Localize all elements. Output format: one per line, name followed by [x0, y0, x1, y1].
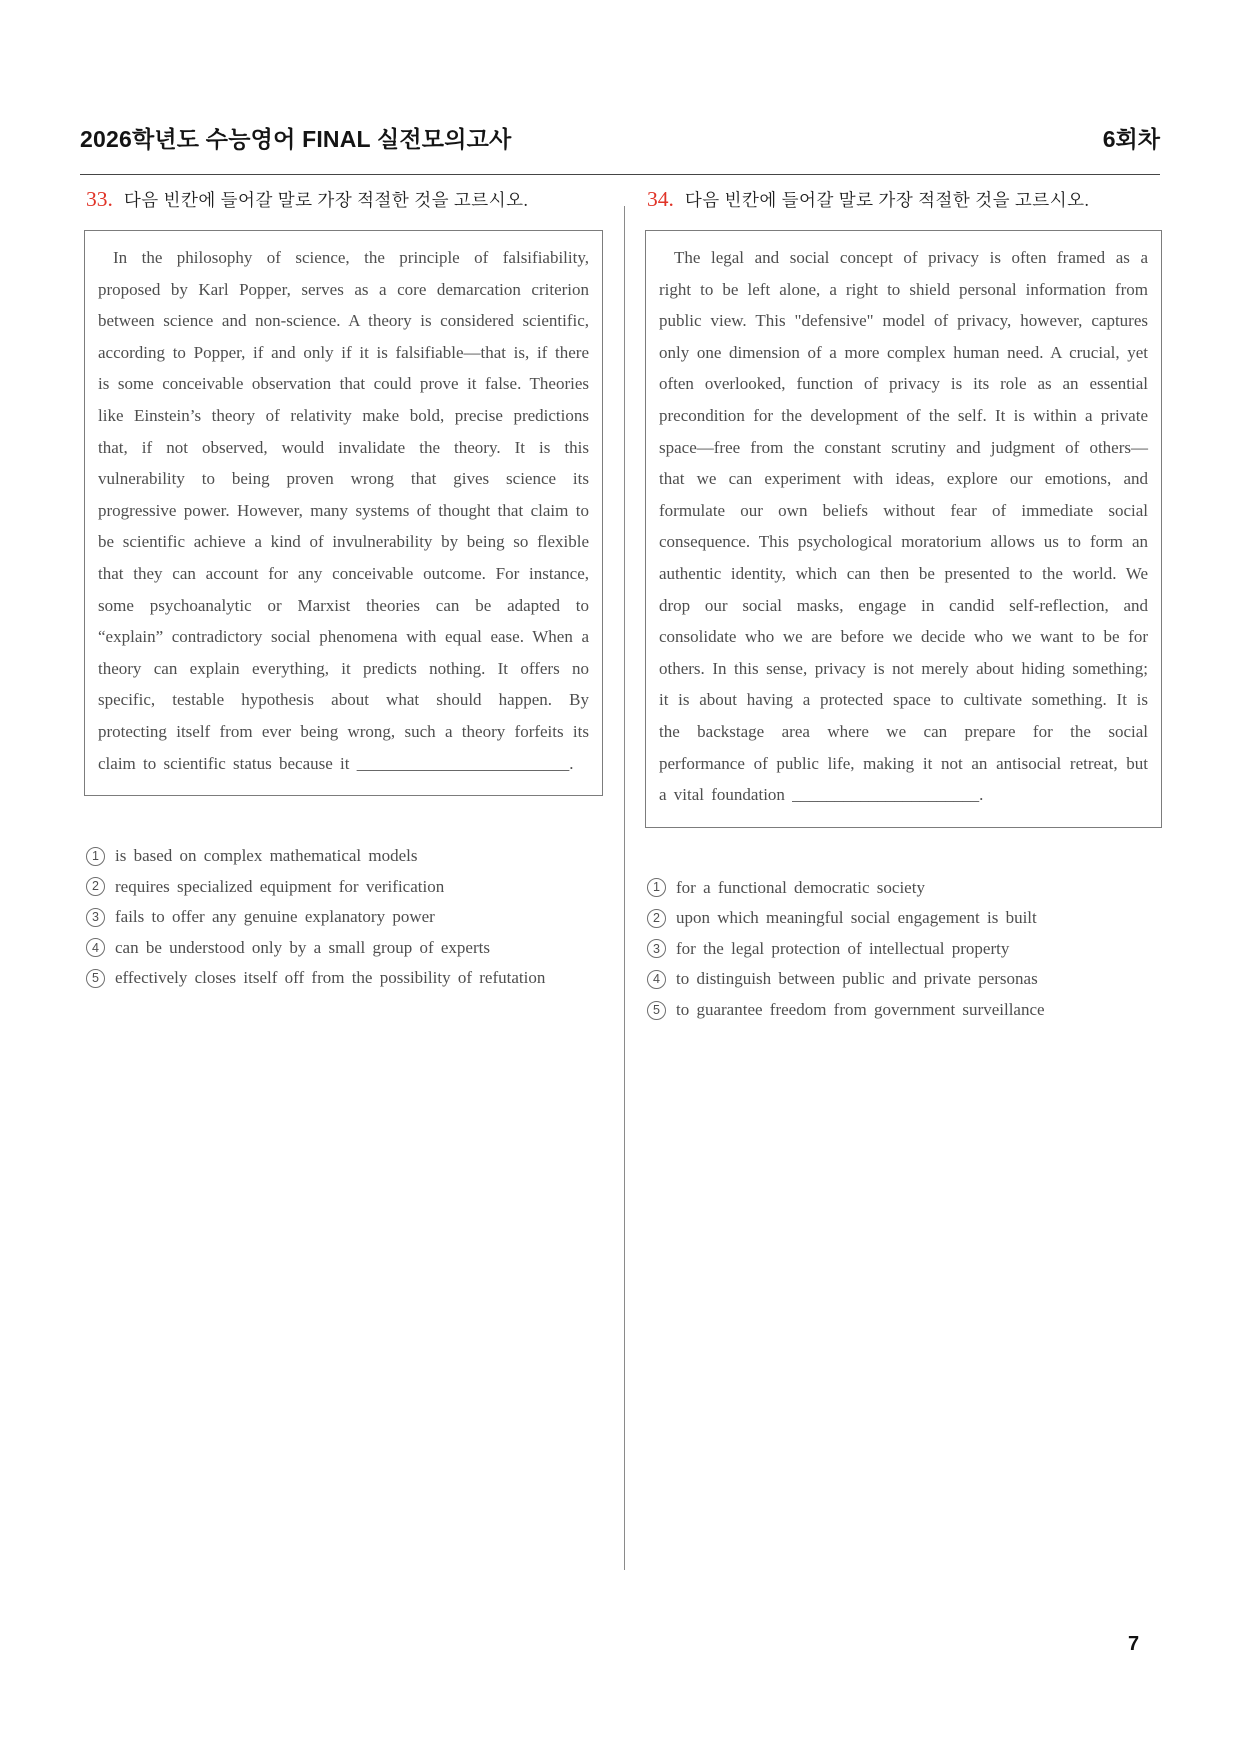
- circled-number-icon: 2: [86, 877, 105, 896]
- option-34-5: [647, 995, 1162, 1026]
- options-list-33: [84, 841, 603, 994]
- page-number: 7: [1128, 1633, 1140, 1655]
- option-text: requires specialized equipment for verification: [115, 876, 445, 896]
- exam-title: 2026학년도 수능영어 FINAL 실전모의고사: [80, 126, 512, 152]
- options-list-34: [645, 873, 1162, 1026]
- passage-34-text: The legal and social concept of privacy is often framed as a right to be left alone, a right to shield personal information from public view. This "defensive" model of privacy, however, captures only one dimension of a more complex human need. A crucial, yet often overlooked, function of privacy is its role as an essential precondition for the development of the self. It is within a private space—free from the constant scrutiny and judgment of others—that we can experiment with ideas, explore our emotions, and formulate our own beliefs without fear of immediate social consequence. This psychological moratorium allows us to form an authentic identity, which can then be presented to the world. We drop our social masks, engage in candid self-reflection, and consolidate who we are before we decide who we want to be for others. In this sense, privacy is not merely about hiding something; it is about having a protected space to cultivate something. It is the backstage area where we can prepare for the social performance of public life, making it not an antisocial retreat, but a vital foundation: [659, 248, 1148, 805]
- option-text: is based on complex mathematical models: [115, 846, 418, 866]
- question-34-column: [645, 187, 1162, 1026]
- option-34-4: [647, 964, 1162, 995]
- exam-round-badge: 6회차: [1102, 126, 1160, 152]
- circled-number-icon: 1: [86, 847, 105, 866]
- option-34-2: [647, 903, 1162, 934]
- circled-number-icon: 5: [647, 1001, 666, 1020]
- option-text: to guarantee freedom from government surveillance: [676, 1000, 1045, 1020]
- option-text: effectively closes itself off from the possibility of refutation: [115, 968, 546, 988]
- circled-number-icon: 1: [647, 878, 666, 897]
- column-divider: [624, 206, 625, 1570]
- header-divider: [80, 174, 1160, 175]
- option-text: upon which meaningful social engagement is built: [676, 908, 1037, 928]
- circled-number-icon: 5: [86, 969, 105, 988]
- option-text: for a functional democratic society: [676, 877, 925, 897]
- answer-blank-33: _________________________: [356, 753, 570, 773]
- question-34-number: 34.: [647, 187, 674, 211]
- option-33-1: [86, 841, 603, 872]
- passage-box-33: [84, 230, 603, 796]
- answer-blank-34: ______________________: [792, 785, 980, 805]
- question-34-header: [647, 187, 1160, 212]
- passage-box-34: [645, 230, 1162, 828]
- question-34-instruction: 다음 빈칸에 들어갈 말로 가장 적절한 것을 고르시오.: [684, 190, 1090, 210]
- option-34-3: [647, 934, 1162, 965]
- passage-34: [659, 242, 1148, 811]
- circled-number-icon: 3: [86, 908, 105, 927]
- blank-period-34: .: [979, 785, 984, 805]
- question-33-header: [86, 187, 601, 212]
- blank-period-33: .: [569, 753, 574, 773]
- question-33-instruction: 다음 빈칸에 들어갈 말로 가장 적절한 것을 고르시오.: [123, 190, 529, 210]
- circled-number-icon: 3: [647, 939, 666, 958]
- option-text: fails to offer any genuine explanatory power: [115, 907, 435, 927]
- option-text: can be understood only by a small group of experts: [115, 937, 490, 957]
- option-text: for the legal protection of intellectual property: [676, 938, 1010, 958]
- circled-number-icon: 4: [86, 938, 105, 957]
- question-33-column: [84, 187, 603, 994]
- circled-number-icon: 2: [647, 909, 666, 928]
- option-33-5: [86, 963, 603, 994]
- option-33-2: [86, 872, 603, 903]
- option-33-3: [86, 902, 603, 933]
- option-34-1: [647, 873, 1162, 904]
- passage-33-text: In the philosophy of science, the principle of falsifiability, proposed by Karl Popper, serves as a core demarcation criterion between science and non-science. A theory is considered scientific, according to Popper, if and only if it is falsifiable—that is, if there is some conceivable observation that could prove it false. Theories like Einstein’s theory of relativity make bold, precise predictions that, if not observed, would invalidate the theory. It is this vulnerability to being proven wrong that gives science its progressive power. However, many systems of thought that claim to be scientific achieve a kind of invulnerability by being so flexible that they can account for any conceivable outcome. For instance, some psychoanalytic or Marxist theories can be adapted to “explain” contradictory social phenomena with equal ease. When a theory can explain everything, it predicts nothing. It offers no specific, testable hypothesis about what should happen. By protecting itself from ever being wrong, such a theory forfeits its claim to scientific status because it: [98, 248, 589, 773]
- passage-33: [98, 242, 589, 779]
- option-33-4: [86, 933, 603, 964]
- circled-number-icon: 4: [647, 970, 666, 989]
- question-33-number: 33.: [86, 187, 113, 211]
- option-text: to distinguish between public and private personas: [676, 969, 1038, 989]
